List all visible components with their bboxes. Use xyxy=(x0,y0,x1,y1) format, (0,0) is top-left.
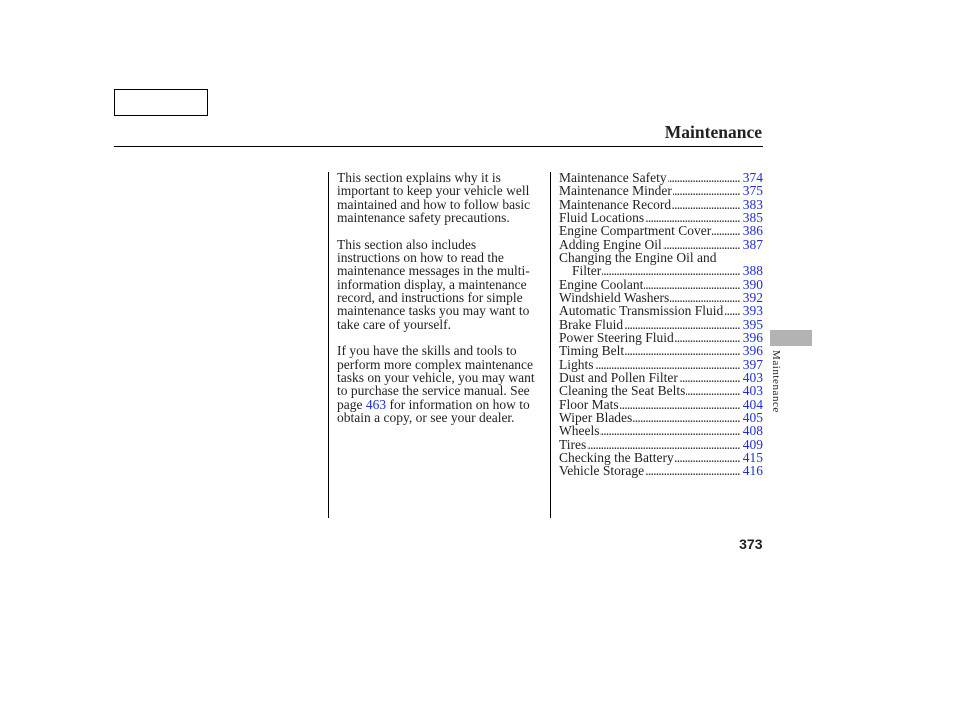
toc-entry xyxy=(559,451,763,464)
toc-dot-leader xyxy=(587,438,739,451)
toc-entry-label: Tires xyxy=(559,436,587,452)
toc-entry xyxy=(559,198,763,211)
intro-text-line: instructions on how to read the xyxy=(337,249,504,265)
title-divider xyxy=(114,146,763,147)
toc-page-link[interactable]: 374 xyxy=(742,170,763,185)
toc-entry-label: Vehicle Storage xyxy=(559,463,645,479)
toc-entry-label: Wheels xyxy=(559,423,600,439)
toc-entry xyxy=(559,371,763,384)
toc-dot-leader xyxy=(663,238,740,251)
toc-dot-leader xyxy=(645,464,740,477)
toc-page-link[interactable]: 396 xyxy=(742,343,763,359)
toc-entry xyxy=(559,358,763,371)
toc-dot-leader xyxy=(686,384,739,397)
toc-entry xyxy=(559,411,763,424)
toc-entry-label: Maintenance Minder xyxy=(559,183,672,199)
toc-entry-label: Checking the Battery xyxy=(559,449,674,465)
intro-text-line: If you have the skills and tools to xyxy=(337,343,517,359)
toc-entry xyxy=(559,304,763,317)
toc-entry-continuation xyxy=(559,264,763,277)
side-tab-label: Maintenance xyxy=(769,350,782,413)
toc-dot-leader xyxy=(679,371,740,384)
toc-page-link[interactable]: 386 xyxy=(742,223,763,239)
toc-dot-leader xyxy=(633,411,739,424)
toc-dot-leader xyxy=(644,278,739,291)
toc-entry-label: Adding Engine Oil xyxy=(559,236,662,252)
toc-entry xyxy=(559,438,763,451)
toc-entry xyxy=(559,331,763,344)
toc-page-link[interactable]: 404 xyxy=(742,396,763,412)
intro-reference-line xyxy=(337,398,542,411)
toc-dot-leader xyxy=(624,318,740,331)
page-reference-link[interactable]: 463 xyxy=(365,396,387,412)
toc-dot-leader xyxy=(673,184,740,197)
intro-text-line: tasks on your vehicle, you may want xyxy=(337,369,535,385)
intro-paragraph xyxy=(337,344,542,424)
toc-entry-label: Filter xyxy=(572,263,602,279)
toc-entry xyxy=(559,251,763,264)
intro-text-line: maintenance safety precautions. xyxy=(337,209,510,225)
reference-text-before: page xyxy=(337,396,366,412)
toc-page-link[interactable]: 375 xyxy=(742,183,763,199)
toc-entry xyxy=(559,211,763,224)
toc-dot-leader xyxy=(620,398,740,411)
toc-dot-leader xyxy=(595,358,740,371)
intro-text-line: maintenance tasks you may want to xyxy=(337,303,530,319)
toc-entry-label: Automatic Transmission Fluid xyxy=(559,303,724,319)
toc-entry xyxy=(559,464,763,477)
toc-entry xyxy=(559,184,763,197)
header-outline-box xyxy=(114,89,208,116)
toc-entry xyxy=(559,424,763,437)
intro-text-line: perform more complex maintenance xyxy=(337,356,534,372)
toc-page-link[interactable]: 403 xyxy=(742,383,763,399)
intro-text-line: maintenance messages in the multi- xyxy=(337,263,530,279)
toc-page-link[interactable]: 405 xyxy=(742,409,763,425)
toc-entry-label: Power Steering Fluid xyxy=(559,329,674,345)
toc-entry xyxy=(559,398,763,411)
toc-page-link[interactable]: 388 xyxy=(742,263,763,279)
toc-dot-leader xyxy=(675,331,740,344)
toc-entry-label: Maintenance Record xyxy=(559,196,672,212)
toc-entry xyxy=(559,344,763,357)
toc-entry-label: Engine Coolant xyxy=(559,276,644,292)
toc-entry xyxy=(559,224,763,237)
toc-entry xyxy=(559,318,763,331)
toc-dot-leader xyxy=(625,344,740,357)
toc-entry-label: Brake Fluid xyxy=(559,316,624,332)
toc-entry xyxy=(559,238,763,251)
toc-entry xyxy=(559,278,763,291)
toc-entry-label: Cleaning the Seat Belts xyxy=(559,383,686,399)
intro-text-line: This section explains why it is xyxy=(337,170,501,185)
toc-page-link[interactable]: 403 xyxy=(742,369,763,385)
intro-text-line: maintained and how to follow basic xyxy=(337,196,531,212)
toc-entry-label: Wiper Blades xyxy=(559,409,633,425)
intro-text-line: to purchase the service manual. See xyxy=(337,383,530,399)
toc-entry-label: Windshield Washers xyxy=(559,289,670,305)
intro-text-line: information display, a maintenance xyxy=(337,276,527,292)
intro-text-line: This section also includes xyxy=(337,236,477,252)
toc-page-link[interactable]: 416 xyxy=(742,463,763,479)
toc-entry-label: Fluid Locations xyxy=(559,209,645,225)
toc-page-link[interactable]: 396 xyxy=(742,329,763,345)
toc-page-link[interactable]: 397 xyxy=(742,356,763,372)
toc-entry-label: Floor Mats xyxy=(559,396,619,412)
intro-text-line: record, and instructions for simple xyxy=(337,289,523,305)
intro-text-column xyxy=(337,171,542,438)
column-divider-left xyxy=(328,172,329,518)
section-side-tab[interactable] xyxy=(770,330,812,346)
toc-page-link[interactable]: 395 xyxy=(742,316,763,332)
toc-dot-leader xyxy=(675,451,740,464)
intro-text-line: take care of yourself. xyxy=(337,316,451,332)
section-contents-list xyxy=(559,171,763,478)
toc-dot-leader xyxy=(668,171,740,184)
toc-entry xyxy=(559,384,763,397)
toc-page-link[interactable]: 385 xyxy=(742,209,763,225)
toc-page-link[interactable]: 390 xyxy=(742,276,763,292)
toc-entry xyxy=(559,171,763,184)
toc-dot-leader xyxy=(602,264,740,277)
intro-paragraph xyxy=(337,171,542,224)
toc-page-link[interactable]: 393 xyxy=(742,303,763,319)
toc-entry-label: Dust and Pollen Filter xyxy=(559,369,678,385)
intro-text-line: important to keep your vehicle well xyxy=(337,183,530,199)
toc-page-link[interactable]: 415 xyxy=(742,449,763,465)
toc-entry-label: Changing the Engine Oil and xyxy=(559,249,717,265)
toc-entry-label: Timing Belt xyxy=(559,343,625,359)
intro-paragraph xyxy=(337,238,542,331)
section-title: Maintenance xyxy=(664,121,762,142)
toc-page-link[interactable]: 409 xyxy=(742,436,763,452)
intro-text-line: obtain a copy, or see your dealer. xyxy=(337,409,515,425)
toc-dot-leader xyxy=(645,211,740,224)
toc-page-link[interactable]: 392 xyxy=(742,289,763,305)
toc-entry-label: Engine Compartment Cover xyxy=(559,223,712,239)
toc-dot-leader xyxy=(724,304,739,317)
page-number: 373 xyxy=(739,536,763,553)
toc-page-link[interactable]: 383 xyxy=(742,196,763,212)
toc-page-link[interactable]: 408 xyxy=(742,423,763,439)
column-divider-middle xyxy=(550,172,551,518)
toc-entry-label: Lights xyxy=(559,356,594,372)
toc-entry-label: Maintenance Safety xyxy=(559,170,667,185)
toc-dot-leader xyxy=(670,291,740,304)
toc-dot-leader xyxy=(672,198,740,211)
toc-entry xyxy=(559,291,763,304)
toc-dot-leader xyxy=(712,224,740,237)
toc-page-link[interactable]: 387 xyxy=(742,236,763,252)
toc-dot-leader xyxy=(600,424,739,437)
reference-text-after: for information on how to xyxy=(386,396,530,412)
